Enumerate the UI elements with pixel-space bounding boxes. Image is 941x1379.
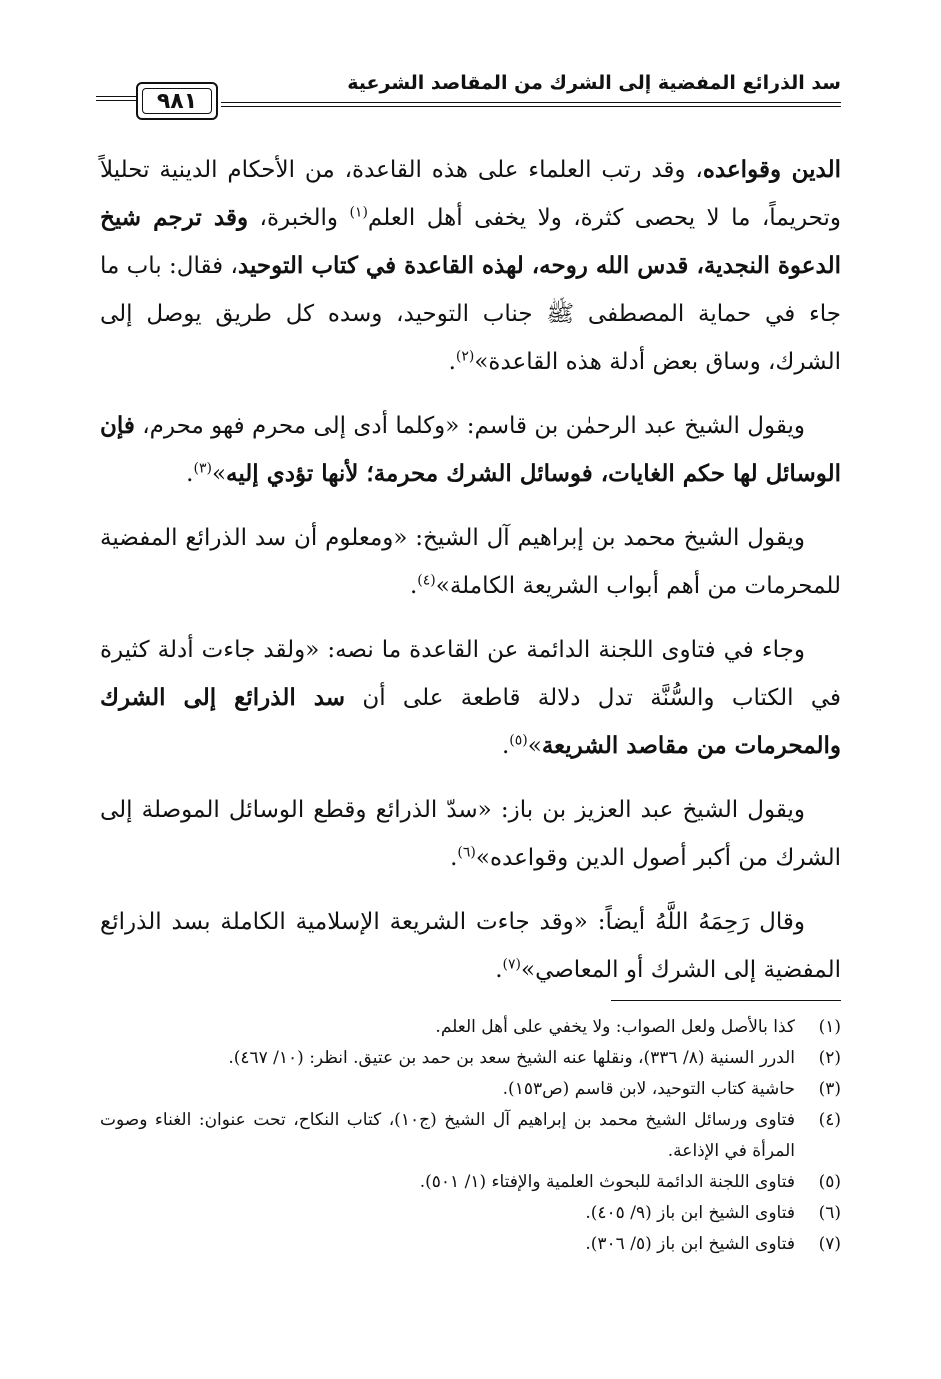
footnote-reference: (٤) [417,572,436,589]
footnote [100,1074,841,1105]
footnote-text: فتاوى الشيخ ابن باز (٩/ ٤٠٥). [585,1203,795,1223]
text-run: . [450,845,458,871]
paragraph [100,786,841,882]
footnote [100,1043,841,1074]
text-run: والخبرة، [248,205,350,231]
page-number-ornament-line-inner [96,100,136,101]
paragraph [100,626,841,770]
paragraph [100,146,841,386]
text-run: . [501,733,510,759]
footnote-text: الدرر السنية (٨/ ٣٣٦)، ونقلها عنه الشيخ سعد بن حمد بن عتيق. انظر: (١٠/ ٤٦٧). [228,1048,795,1068]
page-header [96,72,841,124]
footnotes [100,1012,841,1260]
text-run: ويقول الشيخ عبد الرحمٰن بن قاسم: «وكلما أدى إلى محرم فهو محرم، [134,413,805,439]
footnote-number: (٦) [818,1203,841,1223]
paragraph [100,514,841,610]
page-number: ٩٨١ [156,88,198,114]
footnote-number: (٥) [818,1172,841,1192]
text-run: وقال رَحِمَهُ اللَّهُ أيضاً: «وقد جاءت الشريعة الإسلامية الكاملة بسد الذرائع المفضية إلى الشرك أو المعاصي» [100,909,841,983]
text-run: . [186,461,194,487]
page-number-ornament-line [96,96,136,97]
footnote-number: (١) [818,1017,841,1037]
footnote-separator [611,1000,841,1001]
running-title: سد الذرائع المفضية إلى الشرك من المقاصد الشرعية [347,72,841,94]
text-run: » [211,461,227,487]
paragraph [100,898,841,994]
footnote-reference: (٥) [509,732,528,749]
footnote-reference: (٧) [502,956,521,973]
text-run: وجاء في فتاوى اللجنة الدائمة عن القاعدة ما نصه: «ولقد جاءت أدلة كثيرة في الكتاب والسُّنَّة تدل دلالة قاطعة على أن [100,637,841,711]
footnote-reference: (٢) [455,348,475,365]
bold-text-run: وقد ترجم شيخ الدعوة النجدية، قدس الله روحه، لهذه القاعدة في كتاب التوحيد [100,204,841,279]
text-run: » [527,733,542,759]
footnote [100,1198,841,1229]
bold-text-run: سد الذرائع إلى الشرك والمحرمات من مقاصد الشريعة [100,684,841,759]
footnote [100,1012,841,1043]
text-run: ، وقد رتب العلماء على هذه القاعدة، من الأحكام الدينية تحليلاً وتحريماً، ما لا يحصى كثرة، ولا يخفى أهل العلم [100,157,842,231]
text-run: . [495,957,503,983]
footnote-reference: (١) [349,204,368,221]
header-rule [221,102,841,103]
footnote [100,1229,841,1260]
footnote [100,1105,841,1167]
main-text [100,146,841,1010]
footnote-number: (٢) [818,1048,841,1068]
text-run: . [448,349,456,375]
text-run: ويقول الشيخ محمد بن إبراهيم آل الشيخ: «ومعلوم أن سد الذرائع المفضية للمحرمات من أهم أبواب الشريعة الكاملة» [100,525,841,599]
footnote-reference: (٦) [457,844,476,861]
header-rule-inner [221,106,841,107]
footnote-text: فتاوى الشيخ ابن باز (٥/ ٣٠٦). [585,1234,795,1254]
footnote [100,1167,841,1198]
bold-text-run: فإن الوسائل لها حكم الغايات، فوسائل الشرك محرمة؛ لأنها تؤدي إليه [100,412,841,487]
footnote-number: (٤) [818,1110,841,1130]
page-number-frame [136,82,218,120]
footnote-text: كذا بالأصل ولعل الصواب: ولا يخفي على أهل العلم. [435,1017,795,1037]
footnote-number: (٧) [818,1234,841,1254]
footnote-text: فتاوى ورسائل الشيخ محمد بن إبراهيم آل الشيخ (ج١٠)، كتاب النكاح، تحت عنوان: الغناء وصوت المرأة في الإذاعة. [100,1110,795,1161]
footnote-reference: (٣) [193,460,212,477]
footnote-text: فتاوى اللجنة الدائمة للبحوث العلمية والإفتاء (١/ ٥٠١). [419,1172,795,1192]
text-run: . [409,573,418,599]
footnote-number: (٣) [818,1079,841,1099]
footnote-text: حاشية كتاب التوحيد، لابن قاسم (ص١٥٣). [502,1079,795,1099]
bold-text-run: الدين وقواعده [702,156,841,183]
paragraph [100,402,841,498]
text-run: ويقول الشيخ عبد العزيز بن باز: «سدّ الذرائع وقطع الوسائل الموصلة إلى الشرك من أكبر أصول الدين وقواعده» [100,797,841,871]
text-run: ، فقال: باب ما جاء في حماية المصطفى ﷺ جناب التوحيد، وسده كل طريق يوصل إلى الشرك، وساق بعض أدلة هذه القاعدة» [100,253,841,375]
